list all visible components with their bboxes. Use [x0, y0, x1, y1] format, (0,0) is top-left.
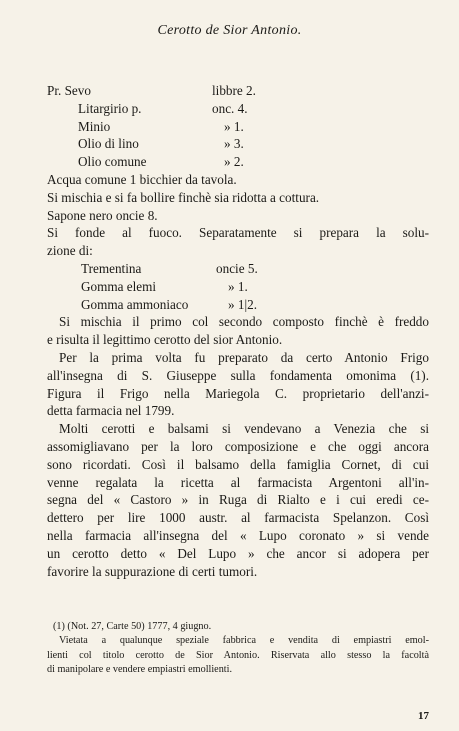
text-line: Acqua comune 1 bicchier da tavola. — [47, 171, 237, 187]
text-line: Figura il Frigo nella Mariegola C. proprietario dell'anzi- — [47, 385, 429, 401]
text-line: Si fonde al fuoco. Separatamente si prepara la solu- — [47, 225, 429, 241]
text-line: Si mischia e si fa bollire finchè sia ridotta a cottura. — [47, 189, 320, 205]
ingredient-qty: » 3. — [224, 136, 244, 152]
text-line: Molti cerotti e balsami si vendevano a Venezia che si — [59, 421, 429, 437]
footnote-line: di manipolare e vendere empiastri emollienti. — [47, 664, 233, 676]
text-line: venne regalata la ricetta al farmacista Argentoni all'in- — [47, 474, 429, 490]
footnote-line: (1) (Not. 27, Carte 50) 1777, 4 giugno. — [53, 621, 212, 632]
text-line: nella farmacia all'insegna del « Lupo coronato » si vende — [47, 527, 429, 543]
text-line: zione di: — [47, 243, 93, 259]
text-line: un cerotto detto « Del Lupo » che ancor si adopera per — [47, 545, 429, 561]
ingredient-name: Pr. Sevo — [47, 83, 91, 98]
recipe-row — [47, 100, 429, 118]
text-line: Sapone nero oncie 8. — [47, 207, 158, 223]
ingredient-qty: oncie 5. — [216, 260, 258, 276]
footnotes — [47, 620, 429, 678]
footnote-line: lienti col titolo cerotto de Sior Antonio. Riservata allo stesso la facoltà — [47, 649, 429, 661]
recipe-row — [47, 260, 429, 278]
ingredient-qty: » 1. — [228, 278, 248, 294]
footnote-line: Vietata a qualunque speziale fabbrica e vendita di empiastri emol- — [59, 635, 429, 647]
recipe-row — [47, 135, 429, 153]
ingredient-qty: » 1. — [224, 118, 244, 134]
ingredient-name: Litargirio p. — [78, 100, 142, 116]
text-line: favorire la suppurazione di certi tumori. — [47, 563, 258, 579]
text-line: Per la prima volta fu preparato da certo Antonio Frigo — [59, 349, 429, 365]
recipe-row — [47, 296, 429, 314]
ingredient-name: Gomma elemi — [81, 278, 157, 294]
recipe-row — [47, 153, 429, 171]
text-line: detta farmacia nel 1799. — [47, 403, 175, 419]
ingredient-name: Trementina — [81, 260, 142, 276]
text-line: e risulta il legittimo cerotto del sior Antonio. — [47, 332, 283, 348]
ingredient-name: Gomma ammoniaco — [81, 296, 189, 312]
text-line: segna del « Castoro » in Ruga di Rialto e i cui eredi ce- — [47, 492, 429, 508]
text-line: assomigliavano per la loro composizione e che oggi ancora — [47, 438, 429, 454]
ingredient-qty: libbre 2. — [212, 83, 256, 98]
ingredient-qty: » 1|2. — [228, 296, 258, 312]
ingredient-name: Olio di lino — [78, 136, 139, 152]
ingredient-name: Olio comune — [78, 154, 147, 170]
ingredient-qty: » 2. — [224, 154, 244, 170]
text-line: all'insegna di S. Giuseppe sulla fondamenta omonima (1). — [47, 367, 429, 383]
main-text — [47, 82, 429, 580]
recipe-row — [47, 278, 429, 296]
ingredient-qty: onc. 4. — [212, 100, 248, 116]
page-number: 17 — [418, 710, 429, 722]
ingredient-name: Minio — [78, 118, 111, 134]
recipe-row — [47, 82, 429, 100]
text-line: dettero per lire 1000 austr. al farmacista Spelanzon. Così — [47, 510, 429, 526]
recipe-row — [47, 118, 429, 136]
text-line: Si mischia il primo col secondo composto finchè è freddo — [59, 314, 429, 330]
text-line: sono ricordati. Così il balsamo della famiglia Cornet, di cui — [47, 456, 429, 472]
page-title: Cerotto de Sior Antonio. — [157, 23, 302, 38]
